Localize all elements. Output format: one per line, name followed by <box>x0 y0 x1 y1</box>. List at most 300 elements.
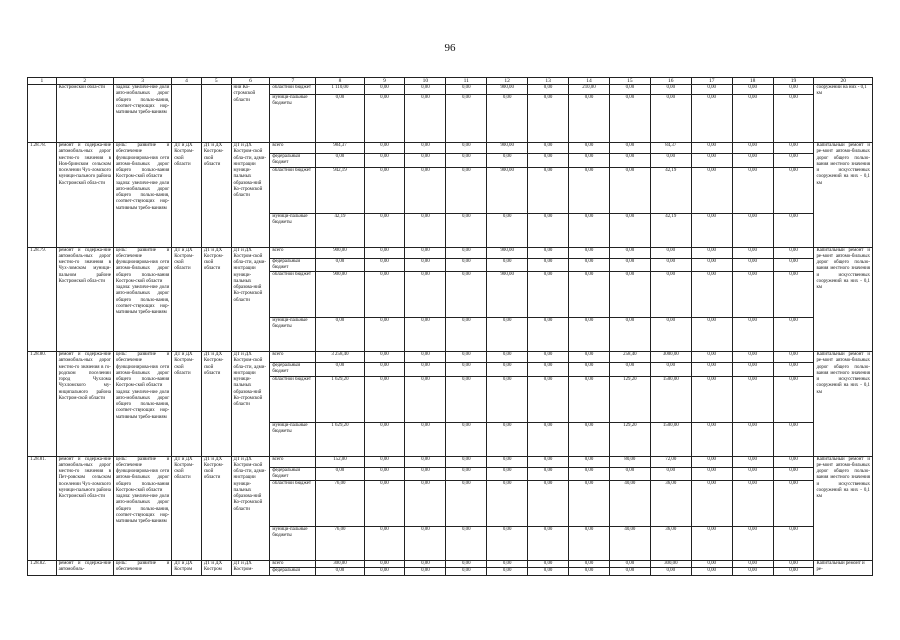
funding-value: 0,00 <box>650 467 691 481</box>
funding-value: 0,00 <box>773 154 814 168</box>
funding-value: 0,00 <box>691 167 732 213</box>
funding-value: 0,00 <box>732 456 773 467</box>
funding-value: 0,00 <box>316 154 364 168</box>
funding-value: 0,00 <box>446 363 487 377</box>
funding-value: 0,00 <box>609 247 650 258</box>
expected-result: сооружений на них - 0,1 км <box>814 85 873 143</box>
funding-value: 0,00 <box>773 422 814 456</box>
funding-value: 0,00 <box>569 95 610 143</box>
table-row <box>28 143 873 154</box>
funding-value: 0,00 <box>446 561 487 568</box>
entry-goal-task <box>113 456 171 561</box>
funding-value: 0,00 <box>691 95 732 143</box>
column-number: 6 <box>231 78 270 85</box>
funding-value: 0,00 <box>364 352 405 363</box>
funding-value: 0,00 <box>691 456 732 467</box>
funding-value: 0,00 <box>364 422 405 456</box>
funding-value: 900,00 <box>316 272 364 318</box>
funding-value: 42,19 <box>650 213 691 247</box>
funding-value: 0,00 <box>569 352 610 363</box>
funding-value: 0,00 <box>487 213 528 247</box>
funding-value: 942,19 <box>316 167 364 213</box>
funding-value: 0,00 <box>528 376 569 422</box>
funding-value: 0,00 <box>528 467 569 481</box>
funding-value: 0,00 <box>773 352 814 363</box>
entry-id: 1.28.81. <box>28 456 57 561</box>
funding-value: 0,00 <box>364 318 405 352</box>
funding-value: 0,00 <box>487 258 528 272</box>
funding-source: муници-пальные бюджеты <box>270 422 316 456</box>
funding-value: 900,00 <box>487 272 528 318</box>
funding-value: 0,00 <box>691 467 732 481</box>
funding-value: 0,00 <box>446 143 487 154</box>
funding-value: 0,00 <box>405 561 446 568</box>
column-number: 16 <box>650 78 691 85</box>
column-number-row <box>28 78 873 85</box>
funding-value: 0,00 <box>732 213 773 247</box>
funding-value: 984,37 <box>316 143 364 154</box>
entry-id: 1.28.82. <box>28 561 57 576</box>
funding-source: областной бюджет <box>270 85 316 95</box>
funding-value: 1 629,20 <box>316 376 364 422</box>
funding-value: 0,00 <box>569 272 610 318</box>
participants: ДТ и ДХ Костром-ской обла-сти, адми-нистрации муници-пальных образова-ний Ко-стромской области <box>231 456 270 561</box>
column-number: 8 <box>316 78 364 85</box>
funding-value: 0,00 <box>405 527 446 561</box>
funding-value: 0,00 <box>609 568 650 575</box>
entry-task: задача: увеличе-ние доли авто-мобильных дорог общего пользо-вания, соответ-ствующих нор-мативным требо-ваниям <box>115 180 170 211</box>
responsible-executor: ДТ и ДХ Костром-ской области <box>172 247 202 352</box>
funding-value: 900,00 <box>487 85 528 95</box>
funding-value: 0,00 <box>364 258 405 272</box>
funding-value: 0,00 <box>691 376 732 422</box>
funding-value: 0,00 <box>732 272 773 318</box>
funding-value: 0,00 <box>609 85 650 95</box>
funding-value: 0,00 <box>528 527 569 561</box>
funding-value: 0,00 <box>569 363 610 377</box>
funding-source: муници-пальные бюджеты <box>270 95 316 143</box>
funding-value: 0,00 <box>773 376 814 422</box>
funding-value: 80,00 <box>609 456 650 467</box>
funding-value: 36,00 <box>650 527 691 561</box>
entry-goal-task <box>113 247 171 352</box>
funding-value: 0,00 <box>446 154 487 168</box>
funding-value: 0,00 <box>609 561 650 568</box>
table-row <box>28 561 873 568</box>
funding-value: 0,00 <box>364 456 405 467</box>
funding-value: 0,00 <box>364 363 405 377</box>
funding-source: областной бюджет <box>270 376 316 422</box>
funding-value: 0,00 <box>609 258 650 272</box>
funding-value: 0,00 <box>609 95 650 143</box>
column-number: 1 <box>28 78 57 85</box>
funding-value: 0,00 <box>650 568 691 575</box>
funding-value: 0,00 <box>446 318 487 352</box>
participants: ДТ и ДХ Костром-ской обла-сти, адми-нистрации муници-пальных образова-ний Ко-стромской области <box>231 143 270 248</box>
funding-value: 0,00 <box>364 143 405 154</box>
entry-task: задача: увеличе-ние доли авто-мобильных дорог общего пользо-вания, соответ-ствующих нор-мативным требо-ваниям <box>113 85 171 143</box>
funding-value: 0,00 <box>446 167 487 213</box>
funding-value: 40,00 <box>609 527 650 561</box>
funding-value: 0,00 <box>773 456 814 467</box>
funding-value: 0,00 <box>364 85 405 95</box>
funding-value: 0,00 <box>569 318 610 352</box>
funding-value: 0,00 <box>691 213 732 247</box>
funding-value: 76,00 <box>316 481 364 527</box>
funding-value: 0,00 <box>569 143 610 154</box>
funding-value: 0,00 <box>528 352 569 363</box>
co-executor: ДТ и ДХ Костром-ской области <box>201 247 231 352</box>
funding-source: областной бюджет <box>270 167 316 213</box>
funding-value: 0,00 <box>569 481 610 527</box>
funding-value: 0,00 <box>569 467 610 481</box>
funding-source: всего <box>270 247 316 258</box>
funding-source: всего <box>270 456 316 467</box>
page-number: 96 <box>444 42 456 54</box>
funding-value: 0,00 <box>405 376 446 422</box>
funding-value: 129,20 <box>609 422 650 456</box>
entry-goal: цель: развитие и обеспечение функционирова-ния сети автомо-бильных дорог общего пользо-вания Костром-ской области <box>115 247 170 284</box>
responsible-executor: ДТ и ДХ Костром-ской области <box>172 352 202 457</box>
funding-value: 0,00 <box>609 213 650 247</box>
funding-source: всего <box>270 561 316 568</box>
entry-task: задача: увеличе-ние доли авто-мобильных дорог общего пользо-вания, соответ-ствующих нор-мативным требо-ваниям <box>115 494 170 524</box>
funding-value: 0,00 <box>732 561 773 568</box>
funding-value: 0,00 <box>405 422 446 456</box>
funding-value: 40,00 <box>609 481 650 527</box>
funding-value: 0,00 <box>732 85 773 95</box>
funding-value: 0,00 <box>446 213 487 247</box>
funding-value: 0,00 <box>405 167 446 213</box>
expected-result: Капитальный ремонт и ре-монт автомо-бильных дорог общего пользо-вания местного значения и искусственных сооружений на них - 0,1 км <box>814 352 873 457</box>
co-executor <box>201 85 231 143</box>
funding-value: 0,00 <box>405 85 446 95</box>
funding-value: 0,00 <box>569 258 610 272</box>
funding-value: 0,00 <box>569 247 610 258</box>
funding-value: 36,00 <box>650 481 691 527</box>
entry-name: ремонт и содержа-ние автомобиль-ных дорог местно-го значения в Чух-ломском муници-пальном районе Костромской обла-сти <box>56 247 113 352</box>
funding-value: 0,00 <box>316 363 364 377</box>
funding-value: 0,00 <box>364 95 405 143</box>
funding-value: 0,00 <box>364 213 405 247</box>
funding-value: 0,00 <box>487 376 528 422</box>
entry-goal-task <box>113 352 171 457</box>
funding-value: 0,00 <box>316 568 364 575</box>
funding-value: 0,00 <box>773 467 814 481</box>
funding-value: 0,00 <box>528 272 569 318</box>
funding-value: 0,00 <box>446 85 487 95</box>
funding-value: 0,00 <box>773 481 814 527</box>
funding-source: федеральный бюджет <box>270 363 316 377</box>
funding-value: 0,00 <box>405 352 446 363</box>
funding-value: 0,00 <box>650 85 691 95</box>
funding-value: 0,00 <box>528 258 569 272</box>
funding-source: федеральный бюджет <box>270 258 316 272</box>
table-row <box>28 85 873 95</box>
funding-value: 0,00 <box>364 247 405 258</box>
funding-value: 0,00 <box>569 376 610 422</box>
entry-task: задача: увеличе-ние доли авто-мобильных дорог общего пользо-вания, соответ-ствующих нор-мативным требо-ваниям <box>115 389 170 420</box>
funding-value: 0,00 <box>528 247 569 258</box>
responsible-executor: ДТ и ДХ Костром-ской области <box>172 143 202 248</box>
funding-value: 0,00 <box>364 481 405 527</box>
expected-result: Капитальный ремонт и ре- <box>814 561 873 576</box>
program-table-sheet <box>27 77 873 576</box>
entry-goal: цель: развитие и обеспечение <box>113 561 171 576</box>
funding-value: 0,00 <box>732 481 773 527</box>
funding-value: 0,00 <box>732 352 773 363</box>
funding-value: 0,00 <box>773 167 814 213</box>
funding-value: 0,00 <box>732 568 773 575</box>
co-executor: ДТ и ДХ Костром-ской области <box>201 143 231 248</box>
funding-value: 0,00 <box>487 422 528 456</box>
funding-value: 0,00 <box>446 247 487 258</box>
funding-value: 0,00 <box>609 363 650 377</box>
entry-goal: цель: развитие и обеспечение функционирова-ния сети автомо-бильных дорог общего пользо-вания Костром-ской области <box>115 143 170 180</box>
column-number: 2 <box>56 78 113 85</box>
expected-result: Капитальный ремонт и ре-монт автомо-бильных дорог общего пользо-вания местного значения и искусственных сооружений на них - 0,1 км <box>814 456 873 561</box>
funding-value: 0,00 <box>569 422 610 456</box>
funding-value: 0,00 <box>364 167 405 213</box>
funding-value: 0,00 <box>773 527 814 561</box>
funding-value: 0,00 <box>569 154 610 168</box>
funding-value: 0,00 <box>446 258 487 272</box>
funding-value: 0,00 <box>773 95 814 143</box>
funding-value: 0,00 <box>405 467 446 481</box>
entry-name: ремонт и содержа-ние автомобиль- <box>56 561 113 576</box>
funding-value: 0,00 <box>691 154 732 168</box>
funding-value: 0,00 <box>528 363 569 377</box>
responsible-executor: ДТ и ДХ Костром-ской области <box>172 456 202 561</box>
funding-value: 0,00 <box>773 85 814 95</box>
co-executor: ДТ и ДХ Костром <box>201 561 231 576</box>
funding-value: 0,00 <box>732 95 773 143</box>
funding-value: 0,00 <box>732 167 773 213</box>
funding-value: 0,00 <box>609 318 650 352</box>
entry-task: задача: увеличе-ние доли авто-мобильных дорог общего пользо-вания, соответ-ствующих нор-мативным требо-ваниям <box>115 285 170 315</box>
participants: ДТ и ДХ Костром-ской обла-сти, адми-нистрации муници-пальных образова-ний Ко-стромской области <box>231 352 270 457</box>
funding-value: 0,00 <box>316 467 364 481</box>
funding-value: 0,00 <box>487 561 528 568</box>
funding-value: 0,00 <box>487 481 528 527</box>
funding-value: 0,00 <box>487 352 528 363</box>
column-number: 18 <box>732 78 773 85</box>
funding-value: 42,19 <box>650 167 691 213</box>
funding-value: 0,00 <box>609 143 650 154</box>
funding-value: 129,20 <box>609 376 650 422</box>
entry-id <box>28 85 57 143</box>
funding-value: 0,00 <box>732 467 773 481</box>
funding-value: 1500,00 <box>650 422 691 456</box>
funding-value: 0,00 <box>316 318 364 352</box>
funding-source: областной бюджет <box>270 272 316 318</box>
funding-value: 0,00 <box>446 568 487 575</box>
entry-goal: цель: развитие и обеспечение функционирова-ния сети автомо-бильных дорог общего пользо-вания Костром-ской области <box>115 352 170 389</box>
column-number: 3 <box>113 78 171 85</box>
funding-value: 0,00 <box>446 527 487 561</box>
funding-source: муници-пальные бюджеты <box>270 213 316 247</box>
entry-goal-task <box>113 143 171 248</box>
funding-value: 0,00 <box>609 272 650 318</box>
funding-value: 0,00 <box>446 481 487 527</box>
funding-value: 900,00 <box>316 247 364 258</box>
funding-value: 0,00 <box>528 568 569 575</box>
funding-value: 0,00 <box>609 154 650 168</box>
funding-value: 0,00 <box>405 258 446 272</box>
funding-value: 0,00 <box>528 143 569 154</box>
funding-value: 0,00 <box>650 247 691 258</box>
funding-value: 0,00 <box>650 154 691 168</box>
entry-id: 1.28.80. <box>28 352 57 457</box>
funding-source: федеральный бюджет <box>270 467 316 481</box>
funding-value: 0,00 <box>732 363 773 377</box>
funding-value: 0,00 <box>487 456 528 467</box>
funding-value: 152,00 <box>316 456 364 467</box>
funding-value: 0,00 <box>487 467 528 481</box>
funding-value: 0,00 <box>773 561 814 568</box>
funding-value: 0,00 <box>528 95 569 143</box>
funding-value: 0,00 <box>569 527 610 561</box>
funding-value: 0,00 <box>405 363 446 377</box>
funding-value: 0,00 <box>487 95 528 143</box>
funding-value: 0,00 <box>691 318 732 352</box>
funding-value: 0,00 <box>364 561 405 568</box>
funding-value: 0,00 <box>732 247 773 258</box>
funding-value: 900,00 <box>487 247 528 258</box>
column-number: 9 <box>364 78 405 85</box>
funding-value: 0,00 <box>773 363 814 377</box>
funding-value: 42,19 <box>316 213 364 247</box>
funding-value: 0,00 <box>773 318 814 352</box>
funding-value: 0,00 <box>691 527 732 561</box>
funding-value: 0,00 <box>691 422 732 456</box>
column-number: 11 <box>446 78 487 85</box>
funding-value: 0,00 <box>528 481 569 527</box>
funding-value: 0,00 <box>446 352 487 363</box>
funding-value: 0,00 <box>773 272 814 318</box>
funding-value: 0,00 <box>528 422 569 456</box>
funding-value: 0,00 <box>446 376 487 422</box>
funding-value: 1 629,20 <box>316 422 364 456</box>
funding-value: 0,00 <box>691 143 732 154</box>
column-number: 20 <box>814 78 873 85</box>
funding-value: 0,00 <box>691 568 732 575</box>
funding-value: 0,00 <box>446 95 487 143</box>
funding-value: 0,00 <box>773 568 814 575</box>
participants: ДТ и ДХ Костром- <box>231 561 270 576</box>
funding-value: 0,00 <box>528 154 569 168</box>
funding-value: 0,00 <box>691 561 732 568</box>
funding-value: 0,00 <box>569 568 610 575</box>
funding-source: федеральный <box>270 568 316 575</box>
funding-value: 0,00 <box>691 85 732 95</box>
column-number: 4 <box>172 78 202 85</box>
funding-value: 0,00 <box>316 258 364 272</box>
funding-value: 0,00 <box>487 318 528 352</box>
table-row <box>28 352 873 363</box>
funding-value: 0,00 <box>487 363 528 377</box>
funding-value: 0,00 <box>691 481 732 527</box>
participants: ДТ и ДХ Костром-ской обла-сти, адми-нистрации муници-пальных образова-ний Ко-стромской области <box>231 247 270 352</box>
column-number: 19 <box>773 78 814 85</box>
funding-value: 0,00 <box>364 272 405 318</box>
funding-value: 0,00 <box>528 561 569 568</box>
column-number: 15 <box>609 78 650 85</box>
funding-value: 0,00 <box>528 318 569 352</box>
funding-value: 210,00 <box>569 85 610 95</box>
funding-value: 0,00 <box>691 258 732 272</box>
funding-value: 0,00 <box>364 154 405 168</box>
funding-value: 0,00 <box>569 456 610 467</box>
funding-value: 0,00 <box>487 154 528 168</box>
funding-value: 0,00 <box>569 561 610 568</box>
funding-value: 0,00 <box>732 258 773 272</box>
funding-value: 3 258,40 <box>316 352 364 363</box>
participants: ний Ко-стромской области <box>231 85 270 143</box>
funding-table <box>27 77 873 576</box>
funding-value: 0,00 <box>405 213 446 247</box>
column-number: 14 <box>569 78 610 85</box>
column-number: 5 <box>201 78 231 85</box>
responsible-executor: ДТ и ДХ Костром <box>172 561 202 576</box>
funding-value: 76,00 <box>316 527 364 561</box>
funding-value: 0,00 <box>650 272 691 318</box>
funding-value: 0,00 <box>405 568 446 575</box>
funding-value: 3000,00 <box>650 352 691 363</box>
funding-value: 258,40 <box>609 352 650 363</box>
funding-value: 0,00 <box>364 527 405 561</box>
funding-value: 1 110,00 <box>316 85 364 95</box>
funding-value: 0,00 <box>650 318 691 352</box>
funding-value: 0,00 <box>487 568 528 575</box>
co-executor: ДТ и ДХ Костром-ской области <box>201 352 231 457</box>
funding-value: 0,00 <box>569 213 610 247</box>
funding-value: 0,00 <box>569 167 610 213</box>
funding-value: 0,00 <box>405 272 446 318</box>
funding-source: федеральный бюджет <box>270 154 316 168</box>
funding-value: 0,00 <box>773 247 814 258</box>
funding-value: 0,00 <box>691 247 732 258</box>
funding-value: 300,00 <box>316 561 364 568</box>
funding-value: 0,00 <box>446 456 487 467</box>
funding-value: 0,00 <box>405 456 446 467</box>
entry-id: 1.28.78. <box>28 143 57 248</box>
funding-value: 0,00 <box>405 481 446 527</box>
funding-value: 0,00 <box>732 376 773 422</box>
funding-value: 900,00 <box>487 143 528 154</box>
table-row <box>28 247 873 258</box>
entry-name: ремонт и содержа-ние автомобиль-ных дорог местно-го значения в Пет-ровском сельском поселении Чух-ломского муници-пального района Костромской обла-сти <box>56 456 113 561</box>
funding-value: 0,00 <box>446 422 487 456</box>
entry-name: ремонт и содержа-ние автомобиль-ных дорог местно-го значения в Ноя-бринском сельском поселении Чух-ломского муници-пального района Костромской обла-сти <box>56 143 113 248</box>
funding-source: областной бюджет <box>270 481 316 527</box>
funding-value: 1500,00 <box>650 376 691 422</box>
funding-value: 0,00 <box>405 95 446 143</box>
expected-result: Капитальный ремонт и ре-монт автомо-бильных дорог общего пользо-вания местного значения и искусственных сооружений на них - 0,1 км <box>814 247 873 352</box>
funding-value: 0,00 <box>446 272 487 318</box>
column-number: 7 <box>270 78 316 85</box>
funding-value: 0,00 <box>528 456 569 467</box>
funding-value: 0,00 <box>446 467 487 481</box>
entry-name: Костромской обла-сти <box>56 85 113 143</box>
funding-value: 72,00 <box>650 456 691 467</box>
funding-value: 0,00 <box>609 167 650 213</box>
responsible-executor <box>172 85 202 143</box>
funding-source: муници-пальные бюджеты <box>270 527 316 561</box>
funding-value: 0,00 <box>691 352 732 363</box>
funding-value: 0,00 <box>773 143 814 154</box>
funding-source: всего <box>270 143 316 154</box>
